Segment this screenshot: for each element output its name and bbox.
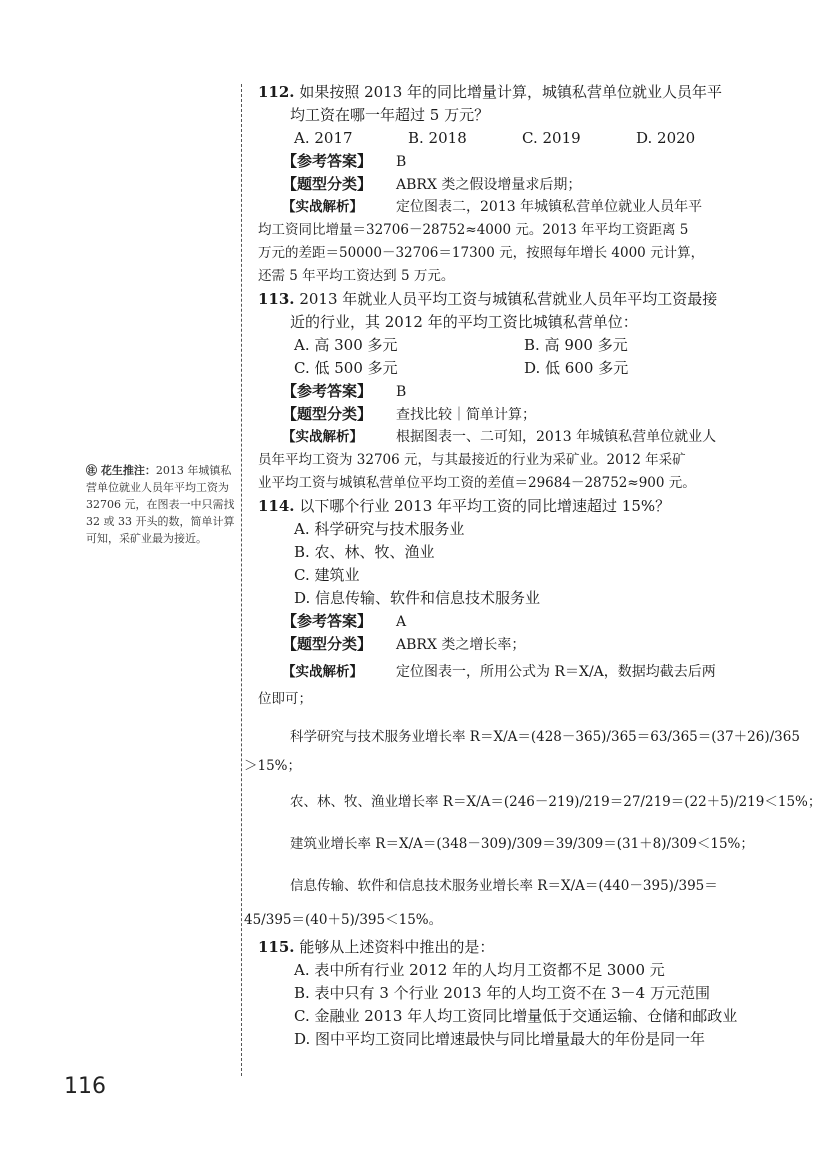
option-b: B. 农、林、牧、渔业 [294, 543, 435, 561]
question-113-stem: 113. 2013 年就业人员平均工资与城镇私营就业人员年平均工资最接 [258, 290, 718, 308]
calc-line-d-cont: 45/395＝(40＋5)/395＜15%。 [244, 912, 443, 928]
calc-line-a-cont: ＞15%； [244, 758, 302, 774]
question-113-stem-cont: 近的行业，其 2012 年的平均工资比城镇私营单位： [290, 313, 638, 331]
analysis-row: 【实战解析】 定位图表二，2013 年城镇私营单位就业人员年平 [282, 199, 703, 215]
analysis-row: 【实战解析】 根据图表一、二可知，2013 年城镇私营单位就业人 [282, 429, 717, 445]
analysis-row: 【实战解析】 定位图表一，所用公式为 R＝X/A，数据均截去后两 [282, 664, 716, 680]
question-112-stem: 112. 如果按照 2013 年的同比增量计算，城镇私营单位就业人员年平 [258, 83, 723, 101]
dashed-margin-rule [241, 84, 242, 1076]
option-a: A. 高 300 多元 [294, 336, 398, 354]
analysis-line: 位即可； [258, 691, 312, 707]
analysis-line: 还需 5 年平均工资达到 5 万元。 [258, 268, 455, 284]
option-c: C. 金融业 2013 年人均工资同比增量低于交通运输、仓储和邮政业 [294, 1007, 738, 1025]
calc-line-d: 信息传输、软件和信息技术服务业增长率 R＝X/A＝(440－395)/395＝ [290, 878, 718, 894]
question-114-stem: 114. 以下哪个行业 2013 年平均工资的同比增速超过 15%？ [258, 497, 671, 515]
option-d: D. 信息传输、软件和信息技术服务业 [294, 589, 541, 607]
option-b: B. 高 900 多元 [524, 336, 628, 354]
sidenote-label: ㊟ 花生推注： [86, 464, 156, 477]
question-112-stem-cont: 均工资在哪一年超过 5 万元？ [290, 106, 490, 124]
option-c: C. 2019 [522, 129, 581, 147]
option-a: A. 2017 [294, 129, 353, 147]
answer-row: 【参考答案】 B [282, 152, 407, 170]
question-115-stem: 115. 能够从上述资料中推出的是： [258, 938, 495, 956]
option-c: C. 建筑业 [294, 566, 360, 584]
option-a: A. 表中所有行业 2012 年的人均月工资都不足 3000 元 [294, 961, 665, 979]
option-c: C. 低 500 多元 [294, 359, 398, 377]
option-a: A. 科学研究与技术服务业 [294, 520, 465, 538]
question-112-options [258, 127, 758, 150]
option-d: D. 低 600 多元 [524, 359, 629, 377]
type-row: 【题型分类】 ABRX 类之假设增量求后期； [282, 175, 582, 193]
sidenote-text: 2013 年城镇私营单位就业人员年平均工资为 32706 元，在图表一中只需找 32 或 33 开头的数，简单计算可知，采矿业最为接近。 [86, 464, 235, 545]
analysis-line: 万元的差距＝50000－32706＝17300 元，按照每年增长 4000 元计算， [258, 245, 705, 261]
question-113-options-cd [258, 357, 758, 380]
main-content [244, 81, 821, 1051]
type-row: 【题型分类】 查找比较｜简单计算； [282, 405, 536, 423]
analysis-line: 员年平均工资为 32706 元，与其最接近的行业为采矿业。2012 年采矿 [258, 452, 686, 468]
option-b: B. 表中只有 3 个行业 2013 年的人均工资不在 3－4 万元范围 [294, 984, 710, 1002]
answer-row: 【参考答案】 B [282, 382, 407, 400]
page-number: 116 [64, 1074, 106, 1099]
sidenote [86, 462, 236, 547]
question-113-options-ab [258, 334, 758, 357]
calc-line-a: 科学研究与技术服务业增长率 R＝X/A＝(428－365)/365＝63/365＝(37＋26)/365 [290, 729, 800, 745]
option-d: D. 2020 [636, 129, 696, 147]
analysis-line: 均工资同比增量＝32706－28752≈4000 元。2013 年平均工资距离 5 [258, 222, 689, 238]
calc-line-b: 农、林、牧、渔业增长率 R＝X/A＝(246－219)/219＝27/219＝(22＋5)/219＜15%； [290, 794, 821, 810]
analysis-line: 业平均工资与城镇私营单位平均工资的差值＝29684－28752≈900 元。 [258, 475, 696, 491]
answer-row: 【参考答案】 A [282, 612, 407, 630]
calc-line-c: 建筑业增长率 R＝X/A＝(348－309)/309＝39/309＝(31＋8)/309＜15%； [290, 836, 754, 852]
option-d: D. 图中平均工资同比增速最快与同比增量最大的年份是同一年 [294, 1030, 706, 1048]
type-row: 【题型分类】 ABRX 类之增长率； [282, 635, 526, 653]
option-b: B. 2018 [408, 129, 467, 147]
